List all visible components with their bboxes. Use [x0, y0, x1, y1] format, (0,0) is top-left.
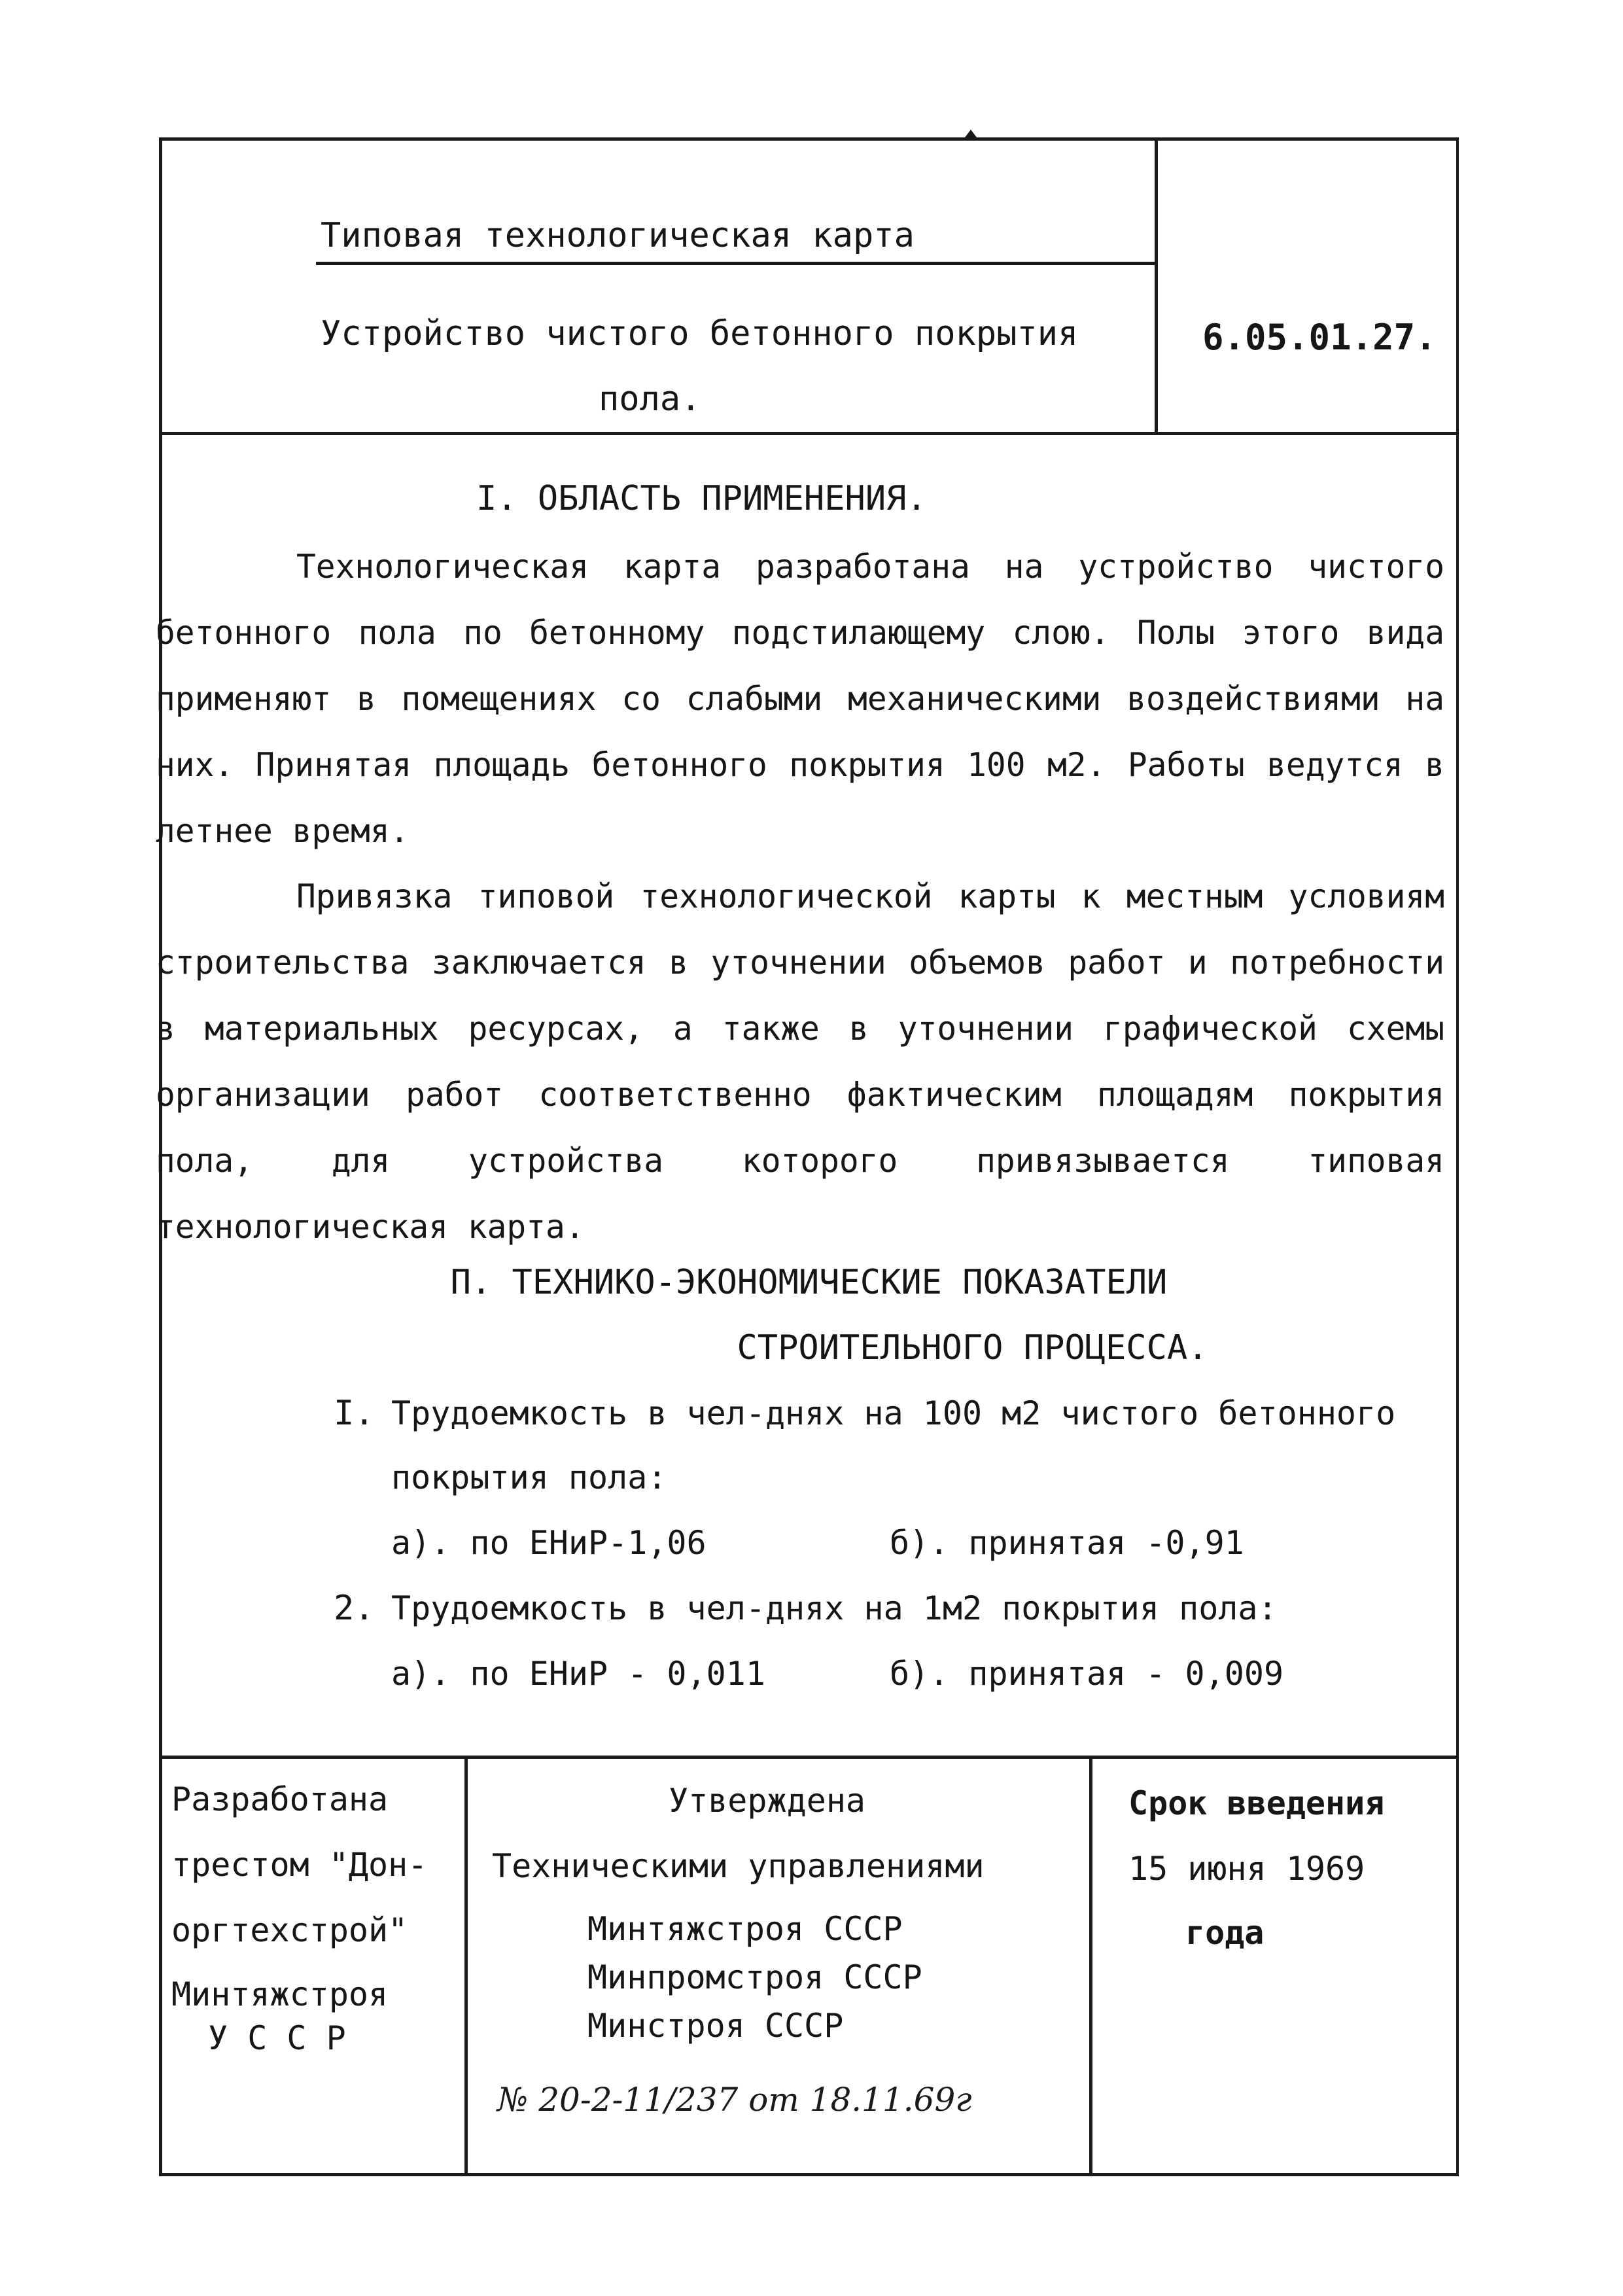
- item-2-option-a: а). по ЕНиР - 0,011: [391, 1655, 765, 1693]
- section-2-heading-line-2: СТРОИТЕЛЬНОГО ПРОЦЕССА.: [737, 1328, 1208, 1368]
- header-bottom-rule: [159, 432, 1459, 435]
- item-2-number: 2.: [334, 1589, 375, 1628]
- document-type-title: Типовая технологическая карта: [321, 216, 915, 255]
- footer-top-rule: [159, 1756, 1459, 1759]
- effective-date-line-3: года: [1185, 1914, 1265, 1952]
- developed-by-line-1: Разработана: [171, 1780, 389, 1818]
- approved-line-2: Минтяжстроя СССР: [587, 1910, 903, 1948]
- approved-line-4: Минстроя СССР: [587, 2007, 844, 2045]
- item-2-line-1: Трудоемкость в чел-днях на 1м2 покрытия пола:: [391, 1589, 1278, 1627]
- item-2-option-b: б). принятая - 0,009: [890, 1655, 1284, 1693]
- developed-by-line-5: У С С Р: [208, 2019, 346, 2057]
- scan-mark: [965, 130, 977, 137]
- document-code: 6.05.01.27.: [1202, 317, 1437, 358]
- header-divider-title: [316, 262, 1157, 265]
- effective-date-line-1: Срок введения: [1128, 1784, 1385, 1822]
- developed-by-line-2: трестом "Дон-: [171, 1846, 428, 1884]
- header-divider-code: [1155, 137, 1158, 435]
- paragraph-1-text: Технологическая карта разработана на устройство чистого бетонного пола по бетонному подстилающему слою. Полы этого вида применяют в помещениях со слабыми механическими воздействиями на них. Принятая площадь бетонного покрытия 100 м2. Работы ведутся в летнее время.: [156, 548, 1444, 850]
- document-subject-line-2: пола.: [599, 380, 701, 419]
- approved-title: Утверждена: [669, 1782, 866, 1820]
- footer-divider-right: [1089, 1756, 1092, 2176]
- item-1-line-1: Трудоемкость в чел-днях на 100 м2 чистого бетонного: [391, 1394, 1396, 1432]
- approved-line-1: Техническими управлениями: [492, 1847, 985, 1885]
- footer-divider-left: [464, 1756, 468, 2176]
- effective-date-line-2: 15 июня 1969: [1128, 1850, 1365, 1888]
- item-1-number: I.: [334, 1394, 375, 1433]
- section-1-paragraph-1: [156, 534, 1444, 864]
- item-1-option-b: б). принятая -0,91: [890, 1524, 1244, 1562]
- paragraph-2-text: Привязка типовой технологической карты к местным условиям строительства заключается в уточнении объемов работ и потребности в материальных ресурсах, а также в уточнении графической схемы организации работ соответственно фактическим площадям покрытия пола, для устройства которого привязывается типовая технологическая карта.: [156, 877, 1444, 1246]
- item-1-option-a: а). по ЕНиР-1,06: [391, 1524, 707, 1562]
- item-1-line-2: покрытия пола:: [391, 1458, 667, 1496]
- developed-by-line-3: оргтехстрой": [171, 1911, 408, 1949]
- approval-handwritten-number: № 20-2-11/237 от 18.11.69г: [497, 2081, 972, 2119]
- section-2-heading-line-1: П. ТЕХНИКО-ЭКОНОМИЧЕСКИЕ ПОКАЗАТЕЛИ: [450, 1263, 1168, 1302]
- developed-by-line-4: Минтяжстроя: [171, 1975, 389, 2013]
- section-1-paragraph-2: [156, 864, 1444, 1260]
- document-subject-line-1: Устройство чистого бетонного покрытия: [321, 314, 1079, 353]
- approved-line-3: Минпромстроя СССР: [587, 1958, 922, 1996]
- section-1-heading: I. ОБЛАСТЬ ПРИМЕНЕНИЯ.: [476, 479, 927, 518]
